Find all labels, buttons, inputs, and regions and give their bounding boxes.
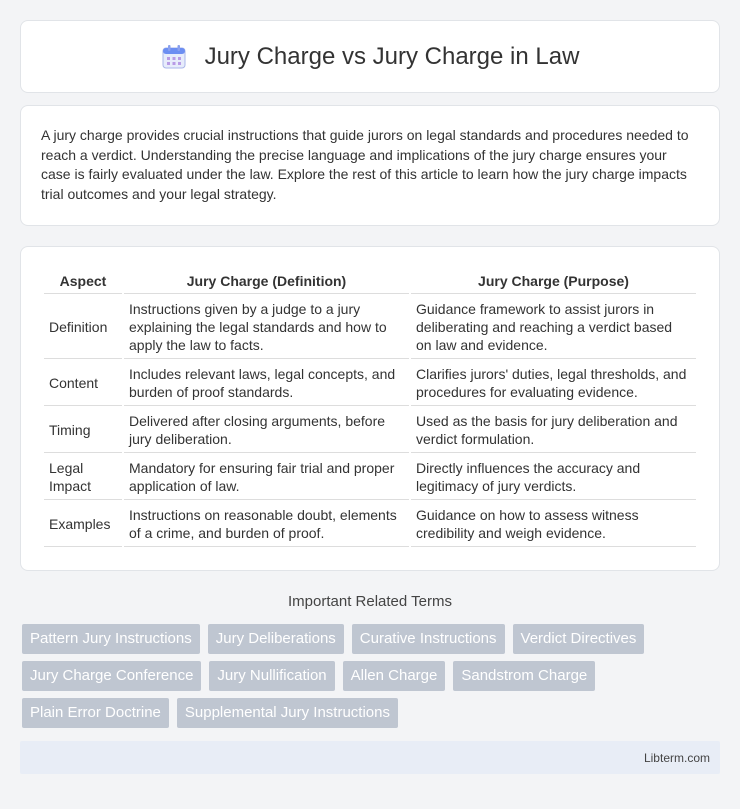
calendar-icon	[161, 44, 187, 70]
related-terms-heading: Important Related Terms	[288, 593, 452, 610]
comparison-table	[42, 267, 698, 549]
table-row	[44, 296, 696, 359]
related-terms-list	[0, 624, 740, 728]
column-header-aspect: Aspect	[44, 269, 122, 294]
table-cell-aspect: Definition	[44, 296, 122, 359]
table-cell: Instructions given by a judge to a jury explaining the legal standards and how to apply the law to facts.	[124, 296, 409, 359]
table-cell: Directly influences the accuracy and legitimacy of jury verdicts.	[411, 455, 696, 500]
intro-card	[20, 105, 720, 226]
table-cell: Includes relevant laws, legal concepts, and burden of proof standards.	[124, 361, 409, 406]
related-term-tag[interactable]: Verdict Directives	[513, 624, 645, 654]
table-row	[44, 361, 696, 406]
footer	[20, 741, 720, 774]
table-cell-aspect: Examples	[44, 502, 122, 547]
table-row	[44, 408, 696, 453]
related-term-tag[interactable]: Jury Charge Conference	[22, 661, 201, 691]
table-row	[44, 455, 696, 500]
table-row	[44, 502, 696, 547]
table-cell-aspect: Timing	[44, 408, 122, 453]
table-cell: Guidance on how to assess witness credibility and weigh evidence.	[411, 502, 696, 547]
table-cell-aspect: Legal Impact	[44, 455, 122, 500]
related-term-tag[interactable]: Pattern Jury Instructions	[22, 624, 200, 654]
table-cell-aspect: Content	[44, 361, 122, 406]
table-cell: Used as the basis for jury deliberation and verdict formulation.	[411, 408, 696, 453]
related-term-tag[interactable]: Sandstrom Charge	[453, 661, 595, 691]
column-header-purpose: Jury Charge (Purpose)	[411, 269, 696, 294]
column-header-definition: Jury Charge (Definition)	[124, 269, 409, 294]
related-term-tag[interactable]: Jury Nullification	[209, 661, 334, 691]
related-term-tag[interactable]: Jury Deliberations	[208, 624, 344, 654]
footer-site-link[interactable]: Libterm.com	[643, 750, 710, 765]
page-title: Jury Charge vs Jury Charge in Law	[204, 42, 580, 70]
related-term-tag[interactable]: Allen Charge	[343, 661, 446, 691]
table-cell: Delivered after closing arguments, before jury deliberation.	[124, 408, 409, 453]
related-term-tag[interactable]: Curative Instructions	[352, 624, 505, 654]
related-term-tag[interactable]: Supplemental Jury Instructions	[177, 698, 398, 728]
table-header-row	[44, 269, 696, 294]
related-terms-section	[0, 593, 740, 728]
table-cell: Clarifies jurors' duties, legal thresholds, and procedures for evaluating evidence.	[411, 361, 696, 406]
intro-text: A jury charge provides crucial instructions that guide jurors on legal standards and procedures needed to reach a verdict. Understanding the precise language and implications of the jury charge ensures your case is fairly evaluated under the law. Explore the rest of this article to learn how the jury charge impacts trial outcomes and your legal strategy.	[41, 127, 689, 202]
comparison-card	[20, 246, 720, 571]
table-cell: Instructions on reasonable doubt, elements of a crime, and burden of proof.	[124, 502, 409, 547]
table-cell: Mandatory for ensuring fair trial and proper application of law.	[124, 455, 409, 500]
table-cell: Guidance framework to assist jurors in deliberating and reaching a verdict based on law and evidence.	[411, 296, 696, 359]
related-term-tag[interactable]: Plain Error Doctrine	[22, 698, 169, 728]
title-card	[20, 20, 720, 93]
